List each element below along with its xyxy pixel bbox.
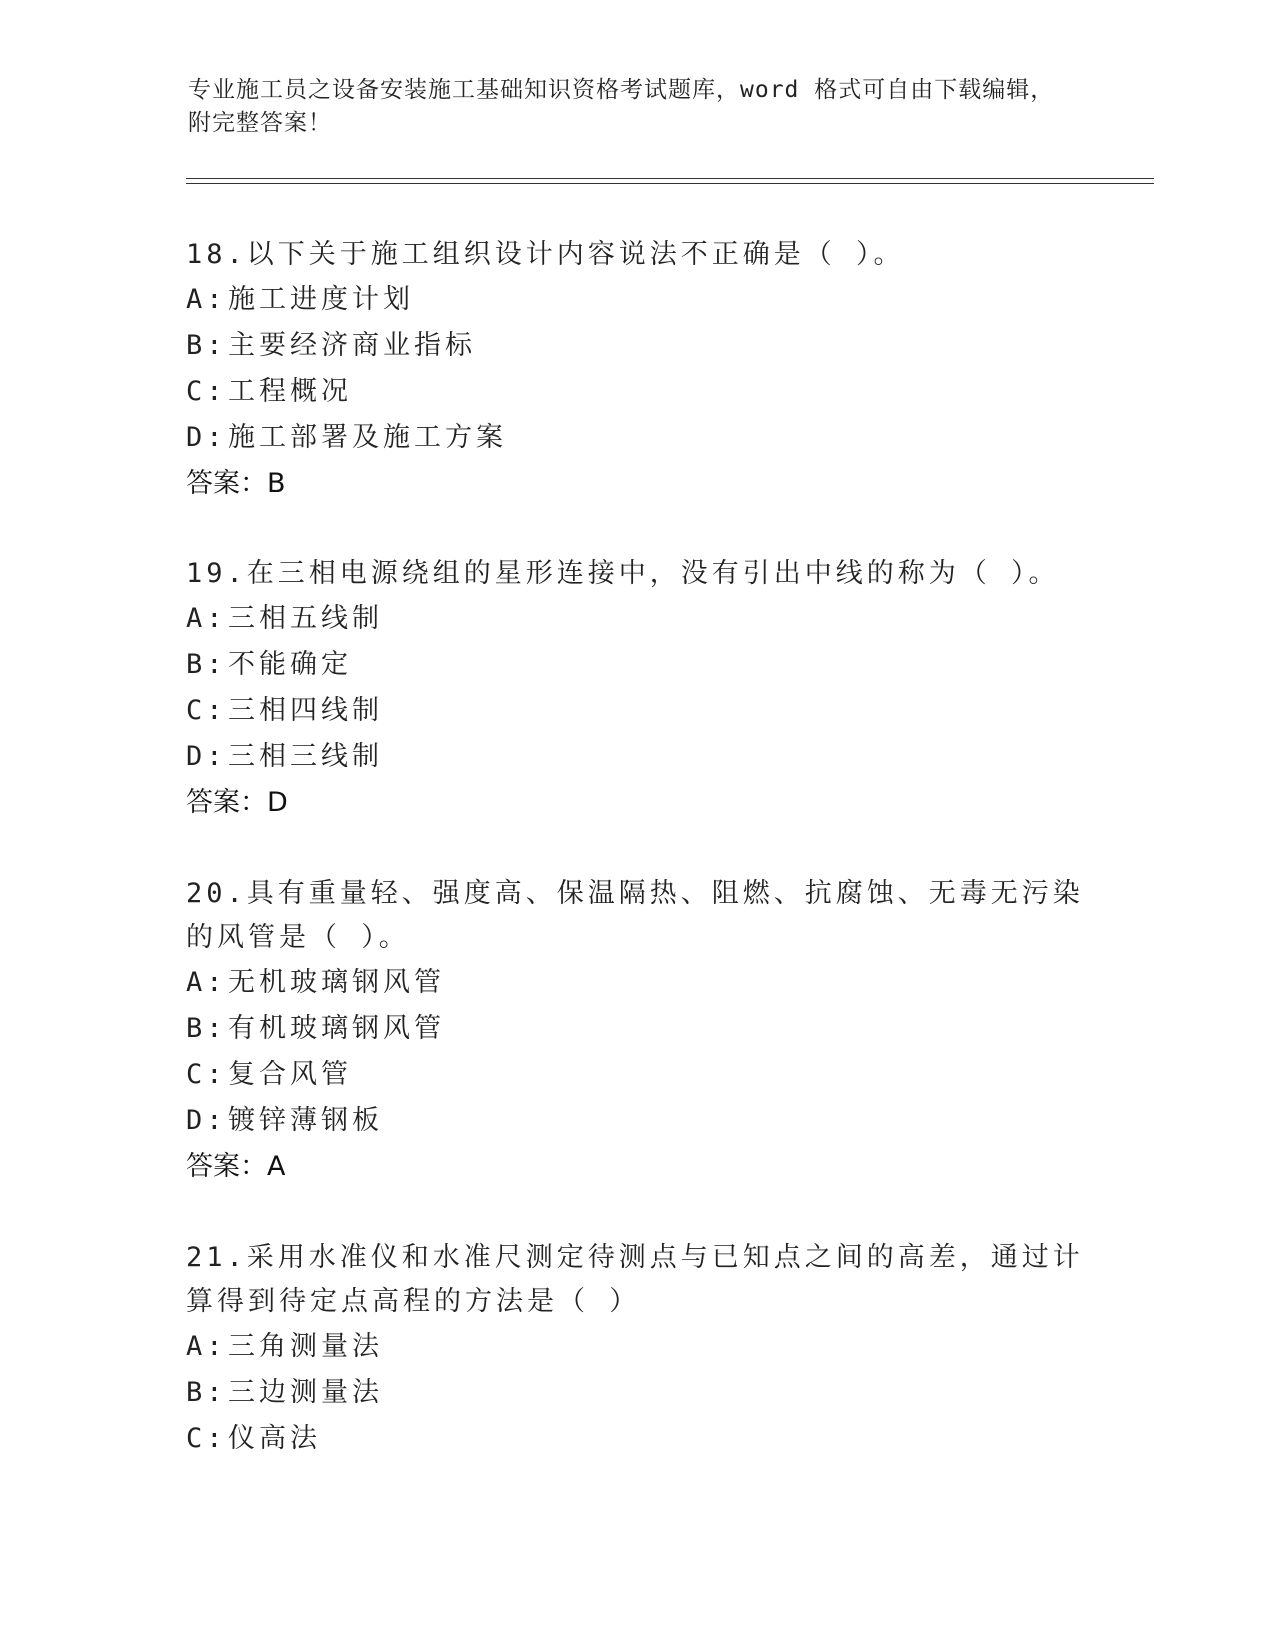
option-a bbox=[186, 1324, 1086, 1370]
option-d bbox=[186, 415, 1086, 461]
answer-line: 答案：B bbox=[186, 468, 286, 499]
option-b bbox=[186, 1006, 1086, 1052]
question-text: 18.以下关于施工组织设计内容说法不正确是（ ）。 bbox=[186, 239, 905, 270]
option-letter: B: bbox=[186, 649, 227, 680]
option-text: 三相三线制 bbox=[228, 741, 383, 772]
option-text: 施工进度计划 bbox=[228, 284, 414, 315]
option-a bbox=[186, 277, 1086, 323]
option-letter: A: bbox=[186, 603, 227, 634]
question-21 bbox=[186, 1236, 1086, 1462]
option-text: 三相五线制 bbox=[228, 603, 383, 634]
option-letter: C: bbox=[186, 1059, 227, 1090]
question-20 bbox=[186, 872, 1086, 1190]
question-19 bbox=[186, 552, 1086, 826]
option-a bbox=[186, 960, 1086, 1006]
question-text: 19.在三相电源绕组的星形连接中，没有引出中线的称为（ ）。 bbox=[186, 558, 1060, 589]
option-letter: B: bbox=[186, 330, 227, 361]
option-text: 镀锌薄钢板 bbox=[228, 1105, 383, 1136]
option-text: 工程概况 bbox=[228, 376, 352, 407]
option-letter: B: bbox=[186, 1377, 227, 1408]
option-c bbox=[186, 1052, 1086, 1098]
option-c bbox=[186, 688, 1086, 734]
option-letter: B: bbox=[186, 1013, 227, 1044]
option-d bbox=[186, 734, 1086, 780]
option-text: 无机玻璃钢风管 bbox=[228, 967, 445, 998]
option-text: 主要经济商业指标 bbox=[228, 330, 476, 361]
option-text: 有机玻璃钢风管 bbox=[228, 1013, 445, 1044]
option-letter: D: bbox=[186, 741, 227, 772]
option-text: 不能确定 bbox=[228, 649, 352, 680]
option-text: 施工部署及施工方案 bbox=[228, 422, 507, 453]
option-letter: A: bbox=[186, 1331, 227, 1362]
header-divider-top bbox=[186, 178, 1154, 179]
header-line-1: 专业施工员之设备安装施工基础知识资格考试题库，word 格式可自由下载编辑， bbox=[188, 77, 1055, 103]
option-b bbox=[186, 1370, 1086, 1416]
option-letter: A: bbox=[186, 284, 227, 315]
option-b bbox=[186, 323, 1086, 369]
option-c bbox=[186, 1416, 1086, 1462]
option-d bbox=[186, 1098, 1086, 1144]
option-c bbox=[186, 369, 1086, 415]
option-text: 三边测量法 bbox=[228, 1377, 383, 1408]
question-text: 20.具有重量轻、强度高、保温隔热、阻燃、抗腐蚀、无毒无污染的风管是（ ）。 bbox=[186, 878, 1084, 953]
header-line-2: 附完整答案！ bbox=[188, 110, 332, 136]
option-text: 三相四线制 bbox=[228, 695, 383, 726]
option-letter: D: bbox=[186, 1105, 227, 1136]
option-letter: A: bbox=[186, 967, 227, 998]
option-letter: C: bbox=[186, 1423, 227, 1454]
option-letter: D: bbox=[186, 422, 227, 453]
option-letter: C: bbox=[186, 695, 227, 726]
option-letter: C: bbox=[186, 376, 227, 407]
document-header bbox=[188, 74, 1088, 140]
option-text: 仪高法 bbox=[228, 1423, 321, 1454]
header-divider-bottom bbox=[186, 183, 1154, 184]
option-text: 三角测量法 bbox=[228, 1331, 383, 1362]
answer-line: 答案：D bbox=[186, 787, 288, 818]
question-text: 21.采用水准仪和水准尺测定待测点与已知点之间的高差，通过计算得到待定点高程的方法是（ ） bbox=[186, 1242, 1084, 1317]
option-a bbox=[186, 596, 1086, 642]
option-text: 复合风管 bbox=[228, 1059, 352, 1090]
option-b bbox=[186, 642, 1086, 688]
answer-line: 答案：A bbox=[186, 1151, 286, 1182]
question-18 bbox=[186, 233, 1086, 507]
